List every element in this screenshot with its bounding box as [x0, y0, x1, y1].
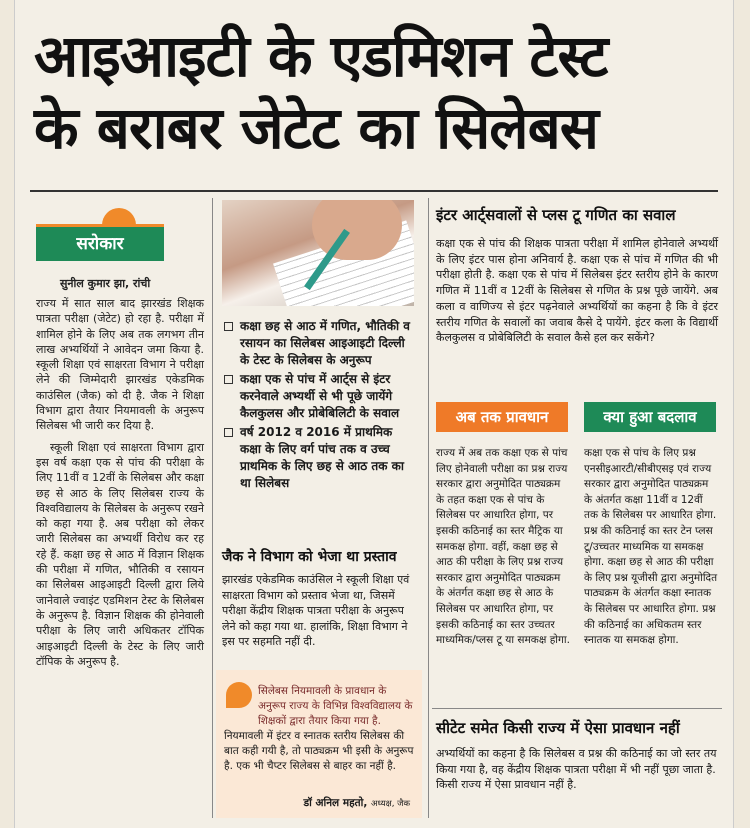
- hand: [312, 200, 402, 260]
- right-rule: [432, 708, 722, 709]
- author-role: अध्यक्ष, जैक: [371, 799, 410, 809]
- column-label: सरोकार: [36, 224, 164, 261]
- highlight-item: कक्षा छह से आठ में गणित, भौतिकी व रसायन का सिलेबस आइआइटी दिल्ली के टेस्ट के सिलेबस के अनुरूप: [222, 318, 414, 369]
- article-body-left: [36, 296, 204, 675]
- quote-box: [216, 670, 422, 818]
- column-divider: [428, 198, 429, 818]
- headline-rule: [30, 190, 718, 192]
- after-label: क्या हुआ बदलाव: [584, 402, 716, 432]
- ctet-body: अभ्यर्थियों का कहना है कि सिलेबस व प्रश्न की कठिनाई का जो स्तर तय किया गया है, वह केंद्रीय शिक्षक पात्रता परीक्षा में भी नहीं पूछा जाता है. किसी राज्य में ऐसा प्रावधान नहीं है.: [436, 747, 717, 792]
- author-name: डॉ अनिल महतो,: [303, 797, 368, 809]
- adjacent-column-left: [0, 0, 15, 828]
- column-divider: [212, 198, 213, 818]
- headline-line-1: आइआइटी के एडमिशन टेस्ट: [34, 22, 608, 90]
- byline: सुनील कुमार झा, रांची: [60, 277, 151, 290]
- quote-part-2: नियमावली में इंटर व स्नातक स्तरीय सिलेबस की बात कही गयी है, तो पाठ्यक्रम भी इसी के अनुरूप है. एक भी चैप्टर सिलेबस से बाहर का नहीं है.: [224, 730, 414, 772]
- paragraph: राज्य में सात साल बाद झारखंड शिक्षक पात्रता परीक्षा (जेटेट) हो रहा है. परीक्षा में शामिल होने के लिए अब तक लगभग तीन लाख अभ्यर्थियों ने आवेदन जमा किया है. स्कूली शिक्षा एवं साक्षरता विभाग ने परीक्षा लेने की जिम्मेदारी झारखंड एकेडमिक काउंसिल (जैक) को दी है. जैक ने शिक्षा विभाग द्वारा तैयार नियमावली के अनुरूप सिलेबस भी जारी कर दिया है.: [36, 297, 204, 433]
- highlights-list: [222, 318, 414, 494]
- jac-heading: जैक ने विभाग को भेजा था प्रस्ताव: [222, 549, 397, 565]
- after-text: कक्षा एक से पांच के लिए प्रश्न एनसीइआरटी/सीबीएसइ एवं राज्य सरकार द्वारा अनुमोदित पाठ्यक्रम के अंतर्गत कक्षा 11वीं व 12वीं तक के सिलेबस पर आधारित होगा. प्रश्न की कठिनाई का स्तर टेन प्लस टू/उच्चतर माध्यमिक या समकक्ष होगा. कक्षा छह से आठ की परीक्षा के लिए प्रश्न यूजीसी द्वारा अनुमोदित पाठ्यक्रम के अंतर्गत कक्षा स्नातक के सिलेबस पर आधारित होगा. प्रश्न की कठिनाई का अधिकतम स्तर स्नातक या समकक्ष होगा.: [584, 447, 718, 647]
- ctet-heading: सीटेट समेत किसी राज्य में ऐसा प्रावधान नहीं: [436, 719, 680, 737]
- jac-body: झारखंड एकेडमिक काउंसिल ने स्कूली शिक्षा एवं साक्षरता विभाग को प्रस्ताव भेजा था, जिसमें परीक्षा केंद्रीय शिक्षक पात्रता परीक्षा के अनुरूप लेने को कहा गया था. हालांकि, शिक्षा विभाग ने इस पर सहमति नहीं दी.: [222, 573, 410, 648]
- quote-part-1: सिलेबस नियमावली के प्रावधान के अनुरूप राज्य के विभिन्न विश्वविद्यालय के शिक्षकों द्वारा तैयार किया गया है.: [258, 685, 413, 727]
- quote-author: [303, 796, 410, 810]
- right-heading: इंटर आर्ट्सवालों से प्लस टू गणित का सवाल: [436, 206, 676, 224]
- highlight-item: वर्ष 2012 व 2016 में प्राथमिक कक्षा के लिए वर्ग पांच तक व उच्च प्राथमिक के लिए छह से आठ तक का था सिलेबस: [222, 424, 414, 492]
- before-text: राज्य में अब तक कक्षा एक से पांच लिए होनेवाली परीक्षा का प्रश्न राज्य सरकार द्वारा अनुमोदित पाठ्यक्रम के तहत कक्षा एक से पांच के सिलेबस पर आधारित होगा, पर इसकी कठिनाई का स्तर मैट्रिक या समकक्ष होगा. वहीं, कक्षा छह से आठ की परीक्षा के लिए प्रश्न राज्य सरकार द्वारा अनुमोदित पाठ्यक्रम के अंतर्गत कक्षा छह से आठ के सिलेबस पर आधारित होगा, पर इसकी कठिनाई का स्तर उच्चतर माध्यमिक/प्लस टू या समकक्ष होगा.: [436, 447, 570, 647]
- headline: [34, 20, 714, 164]
- column-label-badge: [36, 206, 166, 262]
- adjacent-column-right: [733, 0, 750, 828]
- exam-photo: [222, 200, 414, 306]
- right-body: कक्षा एक से पांच की शिक्षक पात्रता परीक्षा में शामिल होनेवाले अभ्यर्थी के लिए इंटर पास होना अनिवार्य है. कक्षा एक से पांच में गणित की भी परीक्षा होती है. कक्षा एक से पांच में सिलेबस इंटर स्तरीय होने के कारण गणित में 11वीं व 12वीं के सिलेबस से गणित के प्रश्न पूछे जायेंगे. अब कला व वाणिज्य से इंटर पढ़नेवाले अभ्यर्थियों का कहना है कि वे इंटर स्तरीय गणित के सवालों का जवाब कैसे दे पायेंगे. इंटर कला के विद्यार्थी कैलकुलस व प्रोबेबिलिटी के सवाल कैसे हल कर सकेंगे?: [436, 237, 718, 345]
- paragraph: स्कूली शिक्षा एवं साक्षरता विभाग द्वारा इस वर्ष कक्षा एक से पांच की परीक्षा के लिए 11वीं व 12वीं के सिलेबस और कक्षा छह से आठ के लिए सिलेबस राज्य के विश्वविद्यालय के सिलेबस के अनुरूप रखने को कहा गया है. अब परीक्षा को लेकर जारी सिलेबस का अभ्यर्थी विरोध कर रह रहे हैं. कक्षा छह से आठ में विज्ञान शिक्षक की परीक्षा में गणित, भौतिकी व रसायन का सिलेबस आइआइटी दिल्ली द्वारा लिये जानेवाले ज्वाइंट एडमिशन टेस्ट के सिलेबस के अनुरूप है. विज्ञान शिक्षक की होनेवाली परीक्षा के लिए जारी अधिकतर टॉपिक आइआइटी दिल्ली के टेस्ट के लिए जारी टॉपिक के अनुरूप है.: [36, 440, 204, 668]
- quote-text: [224, 684, 416, 774]
- headline-line-2: के बराबर जेटेट का सिलेबस: [34, 94, 598, 162]
- highlight-item: कक्षा एक से पांच में आर्ट्स से इंटर करनेवाले अभ्यर्थी से भी पूछे जायेंगे कैलकुलस और प्रोबेबिलिटी के सवाल: [222, 371, 414, 422]
- before-label: अब तक प्रावधान: [436, 402, 568, 432]
